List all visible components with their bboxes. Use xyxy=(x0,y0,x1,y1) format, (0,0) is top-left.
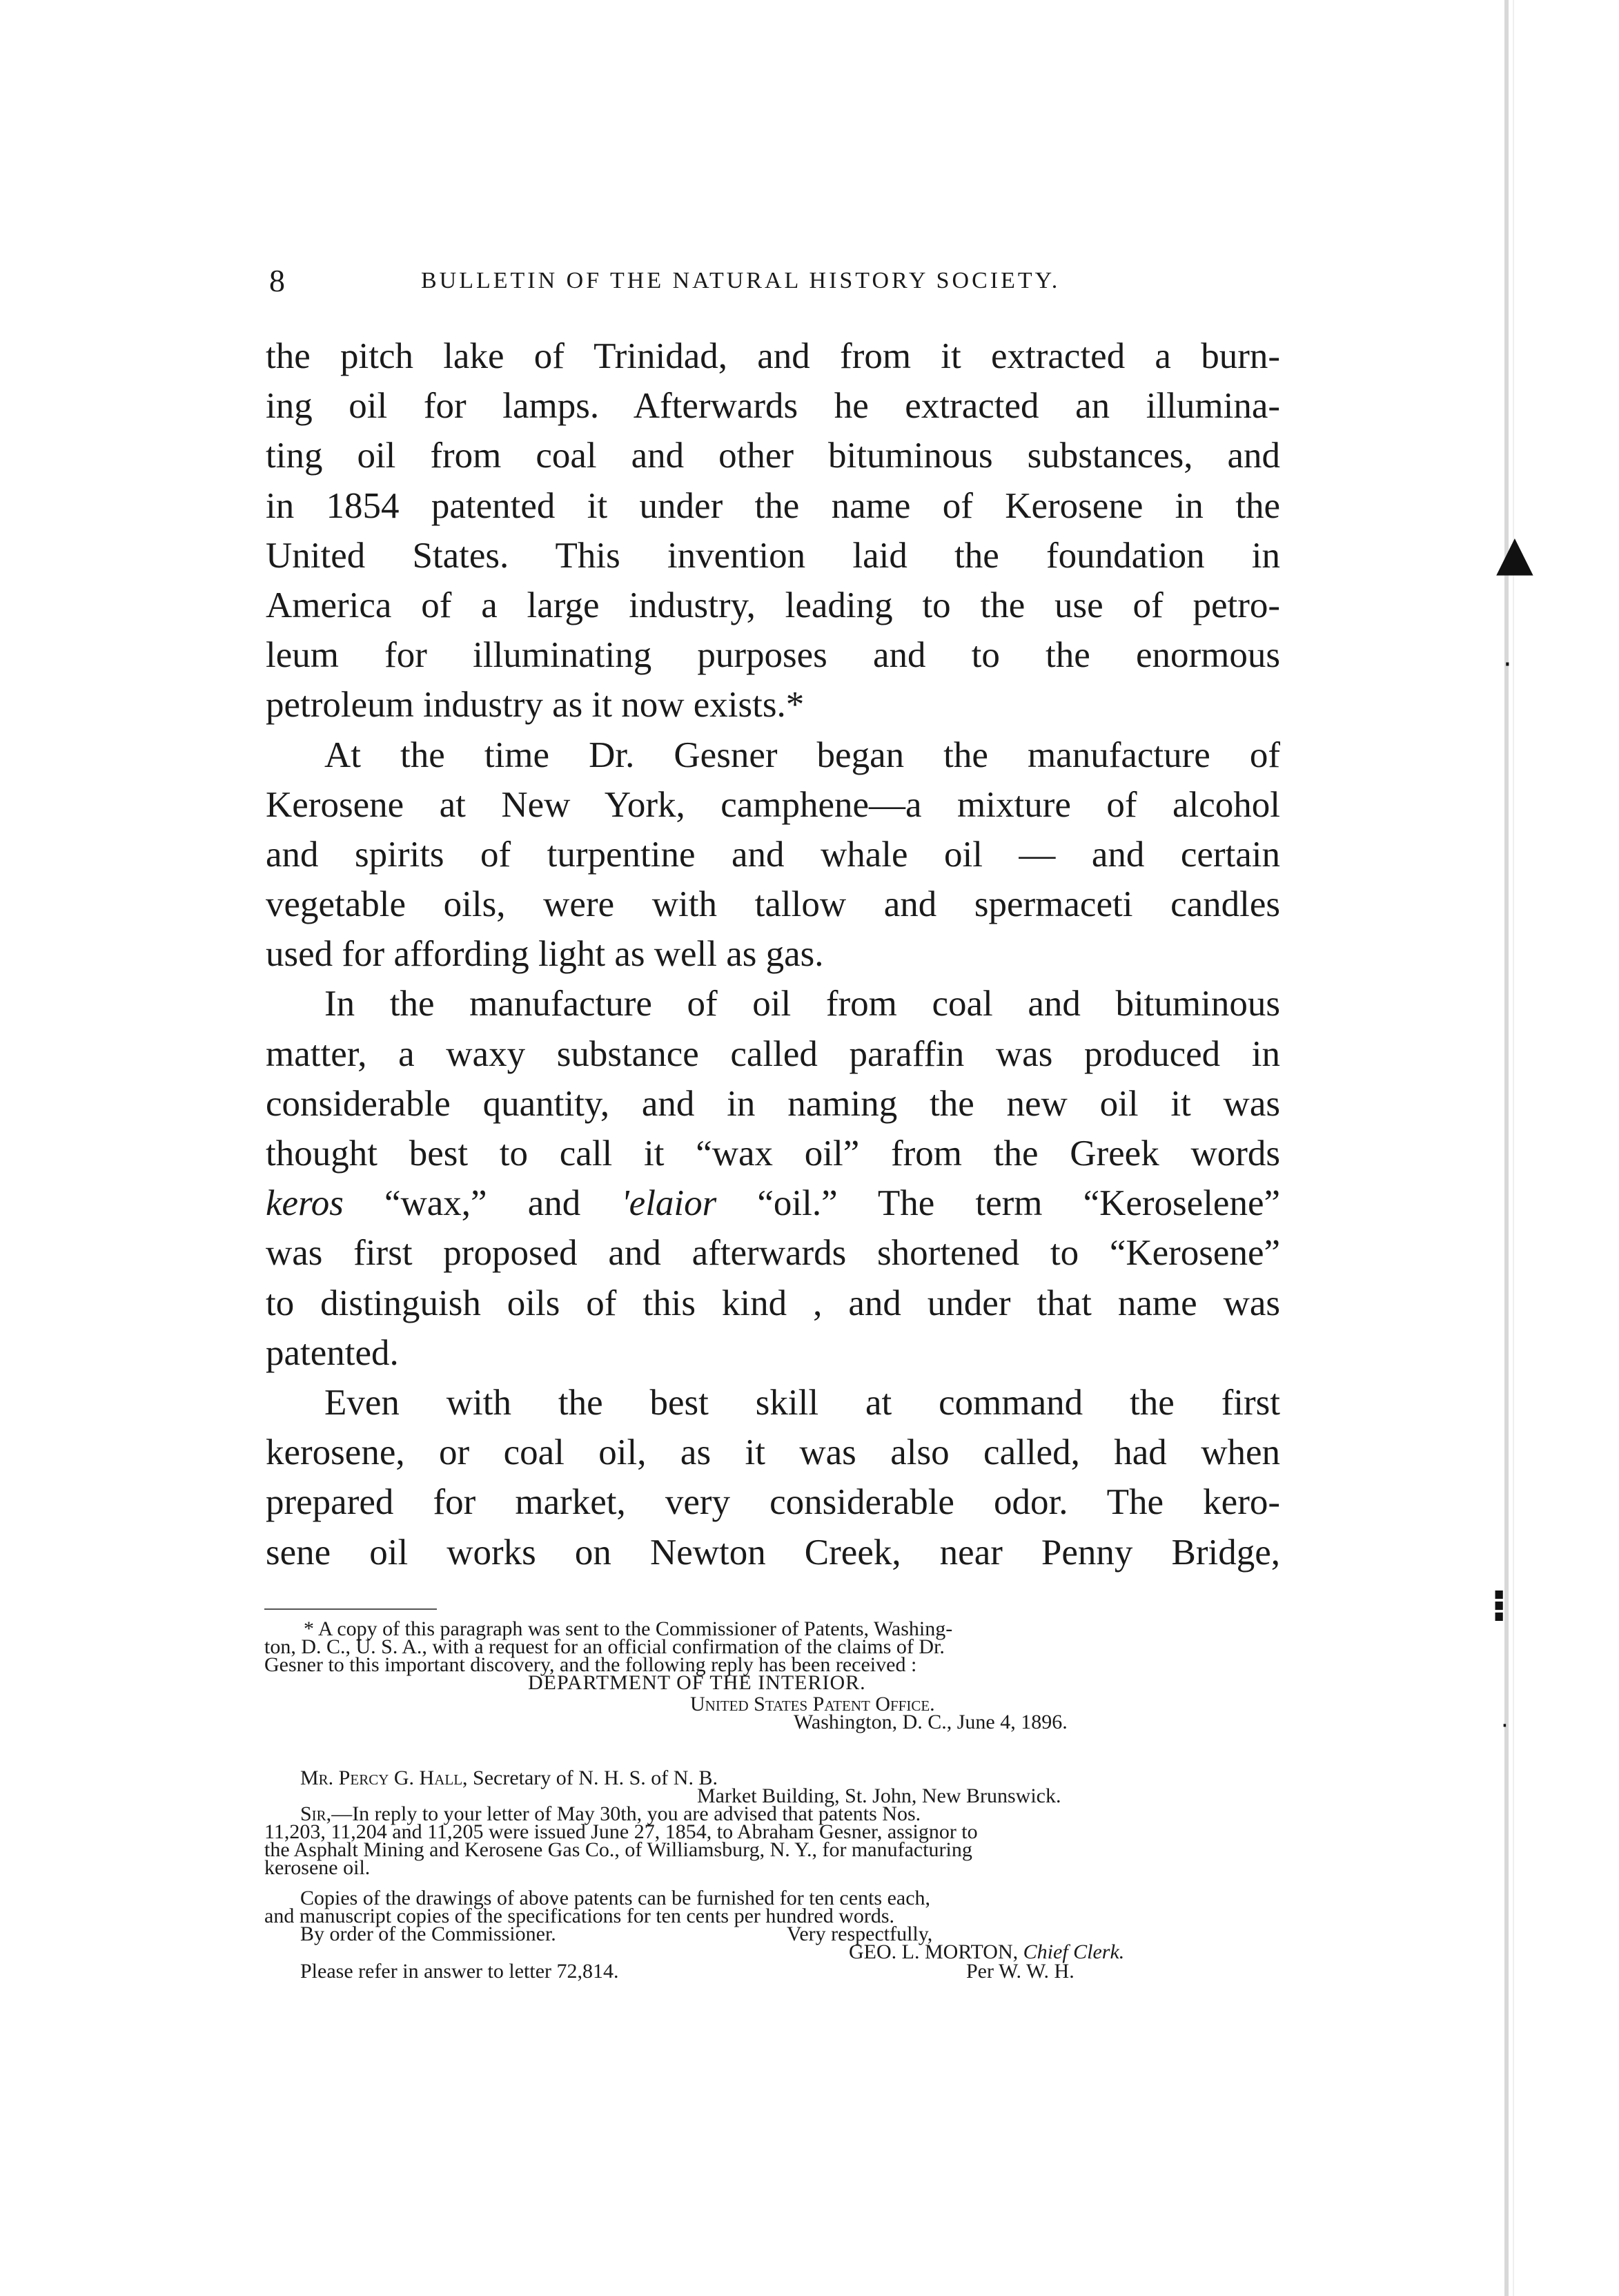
text-line: and spirits of turpentine and whale oil — and certain xyxy=(266,834,1280,875)
page-header xyxy=(269,262,1146,304)
text-line: ing oil for lamps. Afterwards he extracted an illumina- xyxy=(266,386,1280,427)
address-line: Market Building, St. John, New Brunswick. xyxy=(697,1784,1061,1807)
text-line: to distinguish oils of this kind , and under that name was xyxy=(266,1283,1280,1323)
office-heading: United States Patent Office. xyxy=(690,1693,935,1715)
text-line: patented. xyxy=(266,1332,399,1373)
binding-mark: ⁝ xyxy=(1491,1581,1508,1632)
department-heading: DEPARTMENT OF THE INTERIOR. xyxy=(528,1671,866,1694)
text-fragment: “wax,” and xyxy=(384,1183,622,1224)
text-line: was first proposed and afterwards shortened to “Kerosene” xyxy=(266,1233,1280,1274)
letter-line: By order of the Commissioner. xyxy=(300,1923,556,1945)
text-line: in 1854 patented it under the name of Kerosene in the xyxy=(266,485,1280,526)
letter-line: kerosene oil. xyxy=(264,1856,371,1879)
letter-line: 11,203, 11,204 and 11,205 were issued June 27, 1854, to Abraham Gesner, assignor to xyxy=(264,1820,978,1843)
text-line: thought best to call it “wax oil” from the Greek words xyxy=(266,1134,1280,1174)
text-line: kerosene, or coal oil, as it was also called, had when xyxy=(266,1432,1280,1473)
binding-mark: · xyxy=(1501,1712,1509,1740)
text-line: considerable quantity, and in naming the new oil it was xyxy=(266,1083,1280,1124)
per-line: Per W. W. H. xyxy=(966,1960,1075,1983)
text-line: petroleum industry as it now exists.* xyxy=(266,685,805,726)
running-head: BULLETIN OF THE NATURAL HISTORY SOCIETY. xyxy=(421,268,1061,293)
text-fragment: “oil.” The term “Keroselene” xyxy=(757,1183,1280,1224)
letter-text: —In reply to your letter of May 30th, you are advised that patents Nos. xyxy=(331,1802,921,1825)
addressee-name: Mr. Percy G. Hall, xyxy=(300,1767,468,1789)
italic-word: keros xyxy=(266,1183,344,1224)
text-line: In the manufacture of oil from coal and bituminous xyxy=(324,984,1280,1024)
text-line: America of a large industry, leading to the use of petro- xyxy=(266,585,1280,625)
addressee-title: Secretary of N. H. S. of N. B. xyxy=(473,1767,718,1789)
signer-title: Chief Clerk. xyxy=(1023,1940,1125,1963)
footnote-line: Gesner to this important discovery, and the following reply has been received : xyxy=(264,1653,917,1676)
salutation: Sir, xyxy=(300,1802,332,1825)
footnote-rule xyxy=(264,1608,437,1610)
signer-name: GEO. L. MORTON, xyxy=(849,1940,1019,1963)
letter-line: the Asphalt Mining and Kerosene Gas Co., of Williamsburg, N. Y., for manufacturing xyxy=(264,1838,972,1861)
footnote-line: ton, D. C., U. S. A., with a request for an official confirmation of the claims of Dr. xyxy=(264,1635,945,1658)
signature-line xyxy=(849,1940,1125,1963)
reference-line: Please refer in answer to letter 72,814. xyxy=(300,1960,619,1983)
body-text xyxy=(266,331,1280,1577)
page-edge-line xyxy=(1513,0,1514,2296)
text-line: At the time Dr. Gesner began the manufacture of xyxy=(324,734,1280,775)
text-line: sene oil works on Newton Creek, near Penny Bridge, xyxy=(266,1532,1280,1573)
closing: Very respectfully, xyxy=(787,1923,933,1945)
text-line: the pitch lake of Trinidad, and from it extracted a burn- xyxy=(266,336,1280,376)
text-line: Even with the best skill at command the first xyxy=(324,1382,1280,1423)
letter-line: and manuscript copies of the specifications for ten cents per hundred words. xyxy=(264,1905,895,1927)
text-line: prepared for market, very considerable odor. The kero- xyxy=(266,1482,1280,1523)
text-line: vegetable oils, were with tallow and spermaceti candles xyxy=(266,884,1280,925)
text-line xyxy=(266,1178,1280,1228)
binding-mark: · xyxy=(1503,649,1512,681)
binding-mark: ▲ xyxy=(1496,525,1533,581)
footnote-line: * A copy of this paragraph was sent to the Commissioner of Patents, Washing- xyxy=(304,1617,953,1640)
letter-line: Copies of the drawings of above patents can be furnished for ten cents each, xyxy=(300,1887,931,1909)
dateline: Washington, D. C., June 4, 1896. xyxy=(794,1711,1068,1733)
page-number: 8 xyxy=(269,263,285,298)
text-line: matter, a waxy substance called paraffin was produced in xyxy=(266,1033,1280,1074)
text-line: leum for illuminating purposes and to the enormous xyxy=(266,635,1280,676)
text-line: used for affording light as well as gas. xyxy=(266,934,824,975)
italic-word: 'elaior xyxy=(621,1183,717,1224)
text-line: United States. This invention laid the foundation in xyxy=(266,535,1280,576)
addressee-line xyxy=(300,1769,718,1787)
text-line: Kerosene at New York, camphene—a mixture of alcohol xyxy=(266,784,1280,825)
text-line: ting oil from coal and other bituminous substances, and xyxy=(266,436,1280,476)
page-edge-shadow xyxy=(1504,0,1509,2296)
